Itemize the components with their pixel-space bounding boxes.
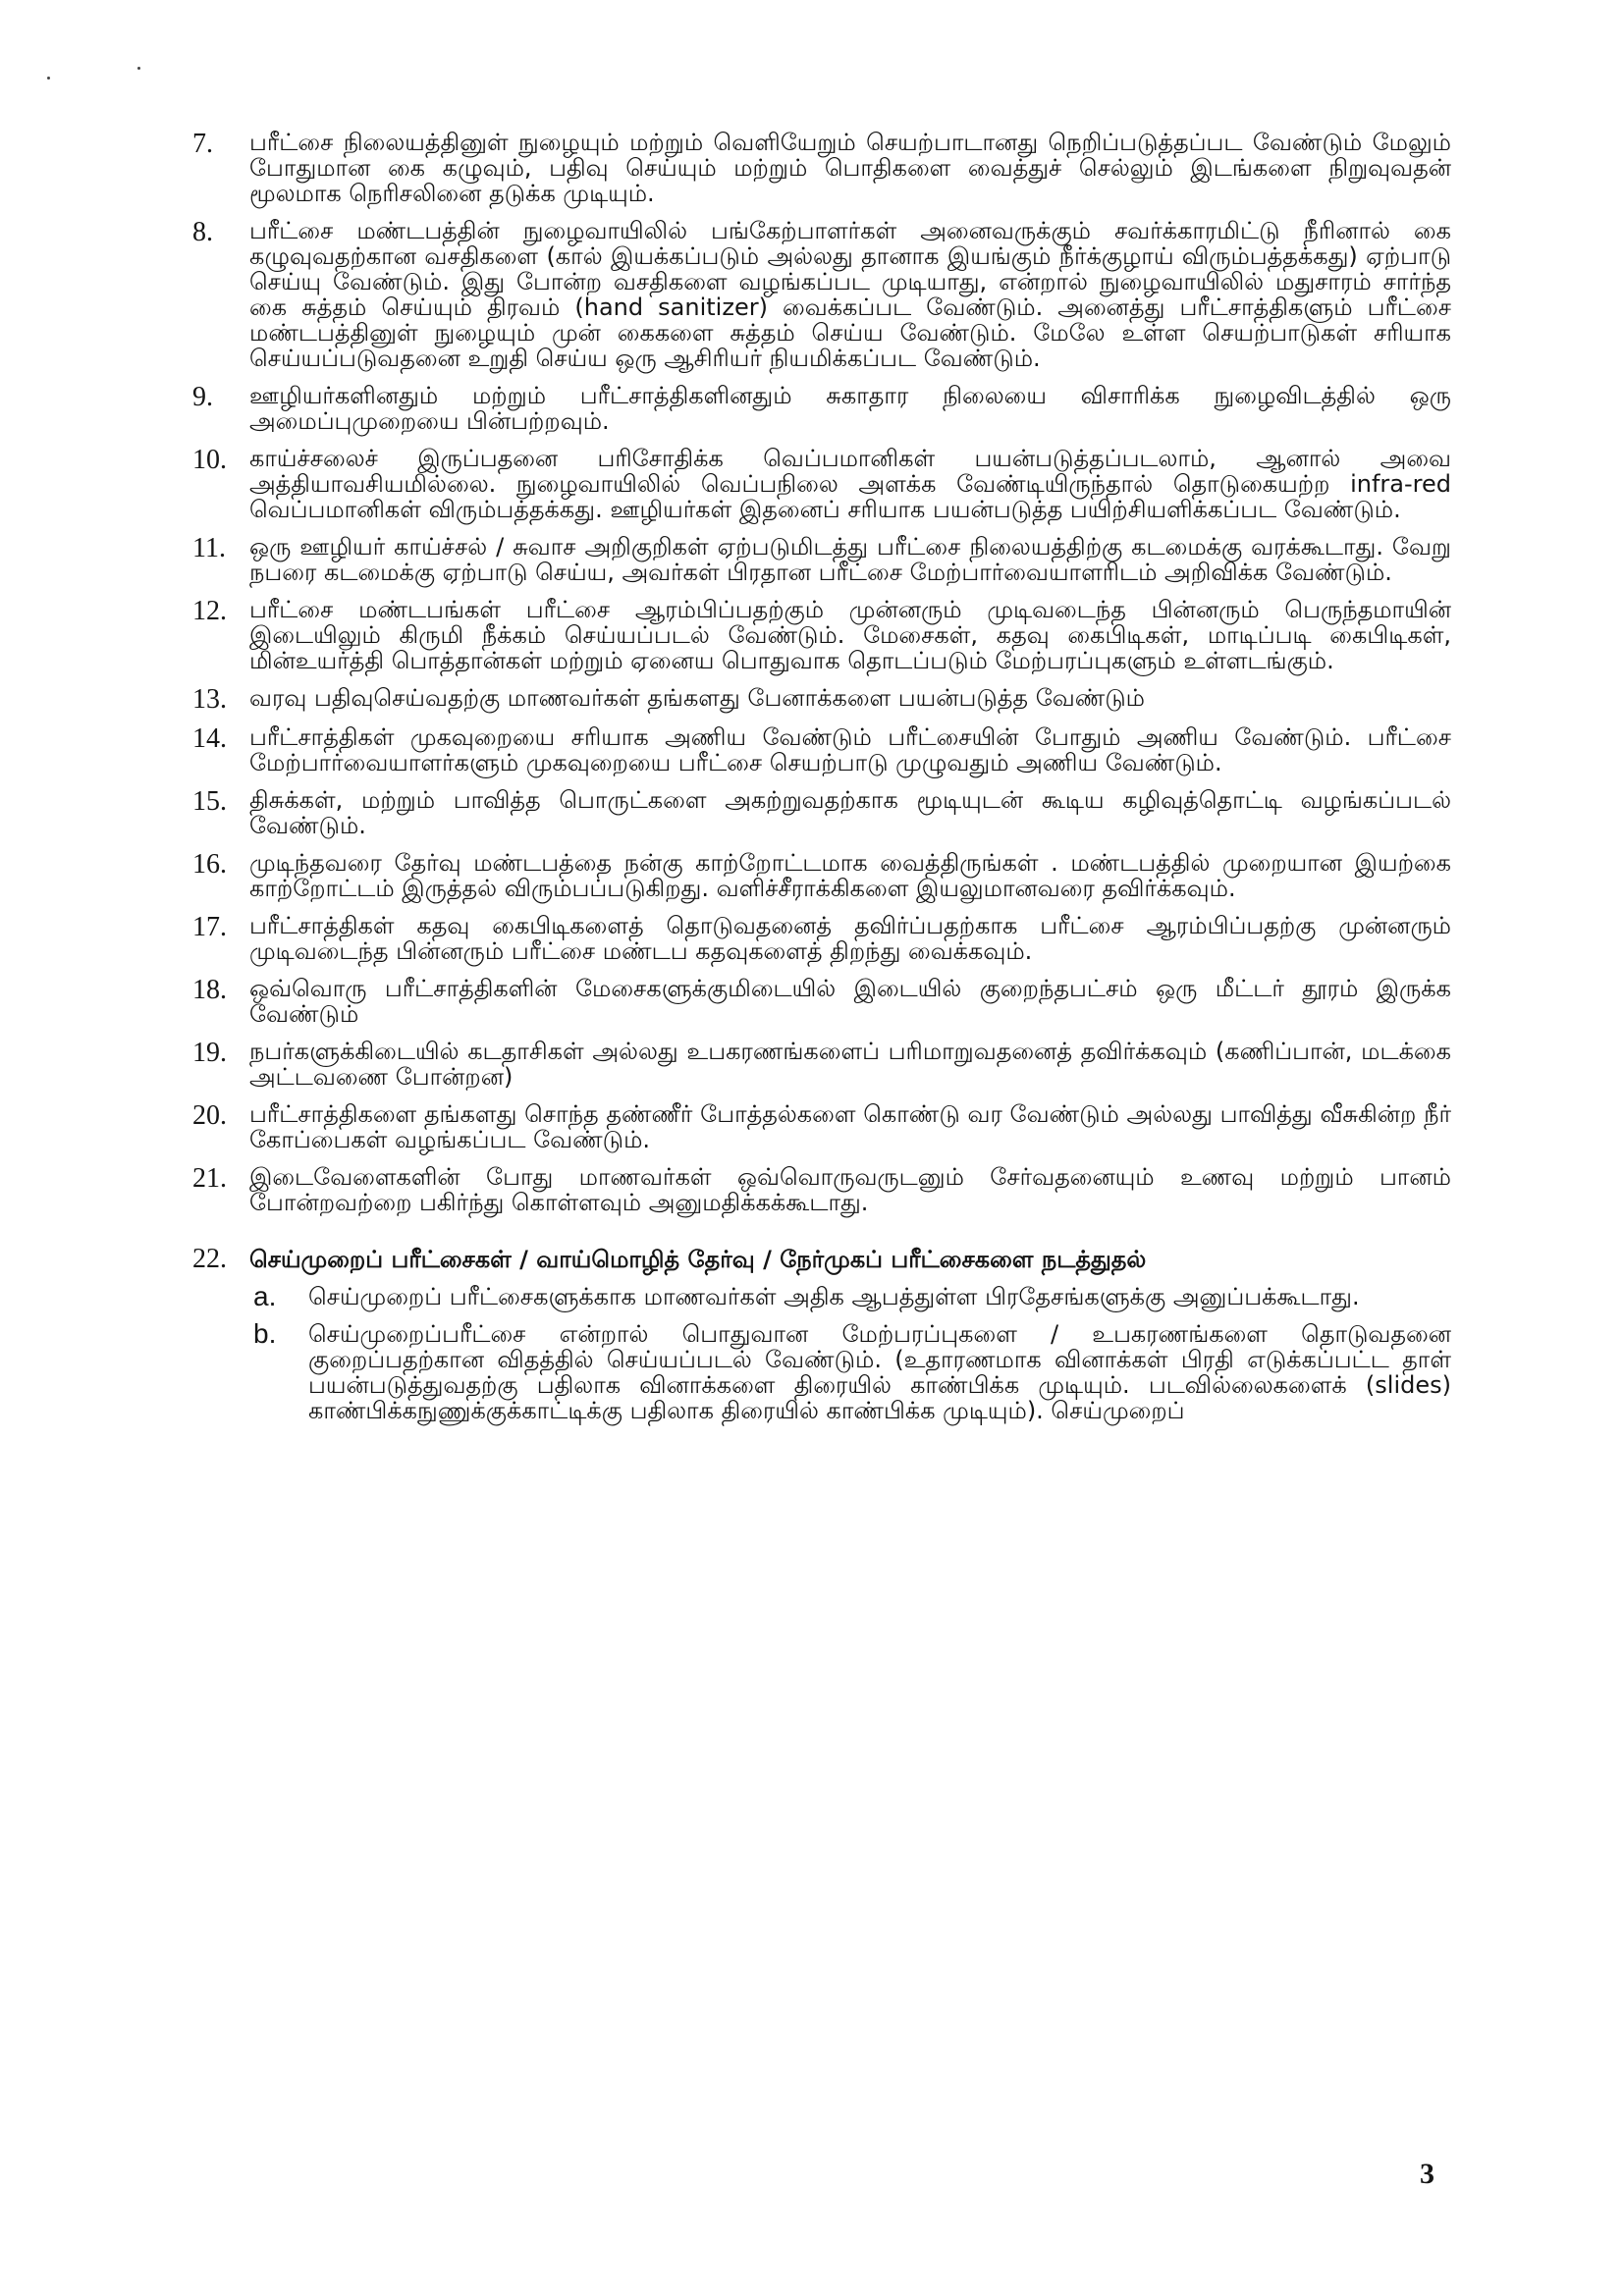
item-number: 10. (192, 445, 227, 475)
list-item (192, 218, 1451, 371)
list-item (192, 913, 1451, 964)
item-number: 12. (192, 596, 227, 626)
list-item (192, 1101, 1451, 1152)
item-text: ஒவ்வொரு பரீட்சாத்திகளின் மேசைகளுக்குமிடையில் இடையில் குறைந்தபட்சம் ஒரு மீட்டர் தூரம் இருக்க வேண்டும் (249, 975, 1451, 1028)
item-number: 18. (192, 975, 227, 1005)
item-number: 8. (192, 217, 213, 247)
sub-item-text: செய்முறைப் பரீட்சைகளுக்காக மாணவர்கள் அதிக ஆபத்துள்ள பிரதேசங்களுக்கு அனுப்பக்கூடாது. (308, 1283, 1360, 1310)
item-text: பரீட்சாத்திகளை தங்களது சொந்த தண்ணீர் போத்தல்களை கொண்டு வர வேண்டும் அல்லது பாவித்து வீசுகின்ற நீர் கோப்பைகள் வழங்கப்பட வேண்டும். (249, 1100, 1451, 1153)
section-heading (192, 1245, 1451, 1274)
sub-item-letter: b. (253, 1318, 277, 1349)
section-title: செய்முறைப் பரீட்சைகள் / வாய்மொழித் தேர்வு / நேர்முகப் பரீட்சைகளை நடத்துதல் (249, 1246, 1147, 1273)
item-text: பரீட்சை நிலையத்தினுள் நுழையும் மற்றும் வெளியேறும் செயற்பாடானது நெறிப்படுத்தப்பட வேண்டும் மேலும் போதுமான கை கழுவும், பதிவு செய்யும் மற்றும் பொதிகளை வைத்துச் செல்லும் இடங்களை நிறுவுவதன் மூலமாக நெரிசலினை தடுக்க முடியும். (249, 129, 1451, 207)
list-item (192, 787, 1451, 838)
list-item (192, 685, 1451, 713)
item-number: 14. (192, 723, 227, 754)
page-number: 3 (1420, 2158, 1434, 2190)
sub-item-text: செய்முறைப்பரீட்சை என்றால் பொதுவான மேற்பரப்புகளை / உபகரணங்களை தொடுவதனை குறைப்பதற்கான விதத்தில் செய்யப்படல் வேண்டும். (உதாரணமாக வினாக்கள் பிரதி எடுக்கப்பட்ட தாள் பயன்படுத்துவதற்கு பதிலாக வினாக்களை திரையில் காண்பிக்க முடியும். படவில்லைகளைக் (slides) காண்பிக்கநுணுக்குக்காட்டிக்கு பதிலாக திரையில் காண்பிக்க முடியும்). செய்முறைப் (308, 1320, 1451, 1424)
list-item (192, 1164, 1451, 1215)
sub-list-item (249, 1318, 1451, 1424)
item-text: காய்ச்சலைச் இருப்பதனை பரிசோதிக்க வெப்பமானிகள் பயன்படுத்தப்படலாம், ஆனால் அவை அத்தியாவசியமில்லை. நுழைவாயிலில் வெப்பநிலை அளக்க வேண்டியிருந்தால் தொடுகையற்ற infra-red வெப்பமானிகள் விரும்பத்தக்கது. ஊழியர்கள் இதனைப் சரியாக பயன்படுத்த பயிற்சியளிக்கப்பட வேண்டும். (249, 445, 1451, 523)
item-text: ஊழியர்களினதும் மற்றும் பரீட்சாத்திகளினதும் சுகாதார நிலையை விசாரிக்க நுழைவிடத்தில் ஒரு அமைப்புமுறையை பின்பற்றவும். (249, 382, 1451, 435)
item-text: பரீட்சாத்திகள் முகவுறையை சரியாக அணிய வேண்டும் பரீட்சையின் போதும் அணிய வேண்டும். பரீட்சை மேற்பார்வையாளர்களும் முகவுறையை பரீட்சை செயற்பாடு முழுவதும் அணிய வேண்டும். (249, 723, 1451, 776)
sub-item-letter: a. (253, 1281, 277, 1311)
guidelines-list (192, 130, 1451, 1435)
list-item (192, 976, 1451, 1027)
item-number: 15. (192, 786, 227, 817)
item-text: பரீட்சாத்திகள் கதவு கைபிடிகளைத் தொடுவதனைத் தவிர்ப்பதற்காக பரீட்சை ஆரம்பிப்பதற்கு முன்னரும் முடிவடைந்த பின்னரும் பரீட்சை மண்டப கதவுகளைத் திறந்து வைக்கவும். (249, 912, 1451, 965)
item-number: 16. (192, 849, 227, 880)
item-number: 20. (192, 1100, 227, 1131)
item-text: வரவு பதிவுசெய்வதற்கு மாணவர்கள் தங்களது பேனாக்களை பயன்படுத்த வேண்டும் (249, 684, 1145, 712)
sub-list-item (249, 1281, 1451, 1311)
item-text: இடைவேளைகளின் போது மாணவர்கள் ஒவ்வொருவருடனும் சேர்வதனையும் உணவு மற்றும் பானம் போன்றவற்றை பகிர்ந்து கொள்ளவும் அனுமதிக்கக்கூடாது. (249, 1163, 1451, 1216)
item-number: 9. (192, 382, 213, 412)
list-item (192, 383, 1451, 434)
list-item (192, 446, 1451, 522)
item-text: முடிந்தவரை தேர்வு மண்டபத்தை நன்கு காற்றோட்டமாக வைத்திருங்கள் . மண்டபத்தில் முறையான இயற்கை காற்றோட்டம் இருத்தல் விரும்பப்படுகிறது. வளிச்சீராக்கிகளை இயலுமானவரை தவிர்க்கவும். (249, 849, 1451, 902)
item-text: நபர்களுக்கிடையில் கடதாசிகள் அல்லது உபகரணங்களைப் பரிமாறுவதனைத் தவிர்க்கவும் (கணிப்பான், மடக்கை அட்டவணை போன்றன) (249, 1038, 1451, 1091)
item-number: 19. (192, 1038, 227, 1068)
list-item (192, 850, 1451, 901)
item-number: 21. (192, 1163, 227, 1194)
list-item (192, 130, 1451, 206)
list-item (192, 597, 1451, 673)
scan-speck (47, 77, 50, 80)
section-number: 22. (192, 1244, 227, 1274)
item-text: ஒரு ஊழியர் காய்ச்சல் / சுவாச அறிகுறிகள் ஏற்படுமிடத்து பரீட்சை நிலையத்திற்கு கடமைக்கு வரக்கூடாது. வேறு நபரை கடமைக்கு ஏற்பாடு செய்ய, அவர்கள் பிரதான பரீட்சை மேற்பார்வையாளரிடம் அறிவிக்க வேண்டும். (249, 533, 1451, 586)
item-text: திசுக்கள், மற்றும் பாவித்த பொருட்களை அகற்றுவதற்காக மூடியுடன் கூடிய கழிவுத்தொட்டி வழங்கப்படல் வேண்டும். (249, 786, 1451, 839)
item-number: 11. (192, 533, 226, 563)
item-text: பரீட்சை மண்டபத்தின் நுழைவாயிலில் பங்கேற்பாளர்கள் அனைவருக்கும் சவர்க்காரமிட்டு நீரினால் கை கழுவுவதற்கான வசதிகளை (கால் இயக்கப்படும் அல்லது தானாக இயங்கும் நீர்க்குழாய் விரும்பத்தக்கது) ஏற்பாடு செய்யு வேண்டும். இது போன்ற வசதிகளை வழங்கப்பட முடியாது, என்றால் நுழைவாயிலில் மதுசாரம் சார்ந்த கை சுத்தம் செய்யும் திரவம் (hand sanitizer) வைக்கப்பட வேண்டும். அனைத்து பரீட்சாத்திகளும் பரீட்சை மண்டபத்தினுள் நுழையும் முன் கைகளை சுத்தம் செய்ய வேண்டும். மேலே உள்ள செயற்பாடுகள் சரியாக செய்யப்படுவதனை உறுதி செய்ய ஒரு ஆசிரியர் நியமிக்கப்பட வேண்டும். (249, 217, 1451, 372)
item-number: 13. (192, 684, 227, 715)
scan-speck (137, 67, 140, 70)
item-number: 17. (192, 912, 227, 942)
list-item (192, 724, 1451, 775)
list-item (192, 1039, 1451, 1090)
list-item (192, 534, 1451, 585)
section-sub-list (249, 1281, 1451, 1424)
item-text: பரீட்சை மண்டபங்கள் பரீட்சை ஆரம்பிப்பதற்கும் முன்னரும் முடிவடைந்த பின்னரும் பெருந்தமாயின் இடையிலும் கிருமி நீக்கம் செய்யப்படல் வேண்டும். மேசைகள், கதவு கைபிடிகள், மாடிப்படி கைபிடிகள், மின்உயர்த்தி பொத்தான்கள் மற்றும் ஏனைய பொதுவாக தொடப்படும் மேற்பரப்புகளும் உள்ளடங்கும். (249, 596, 1451, 674)
item-number: 7. (192, 129, 213, 159)
